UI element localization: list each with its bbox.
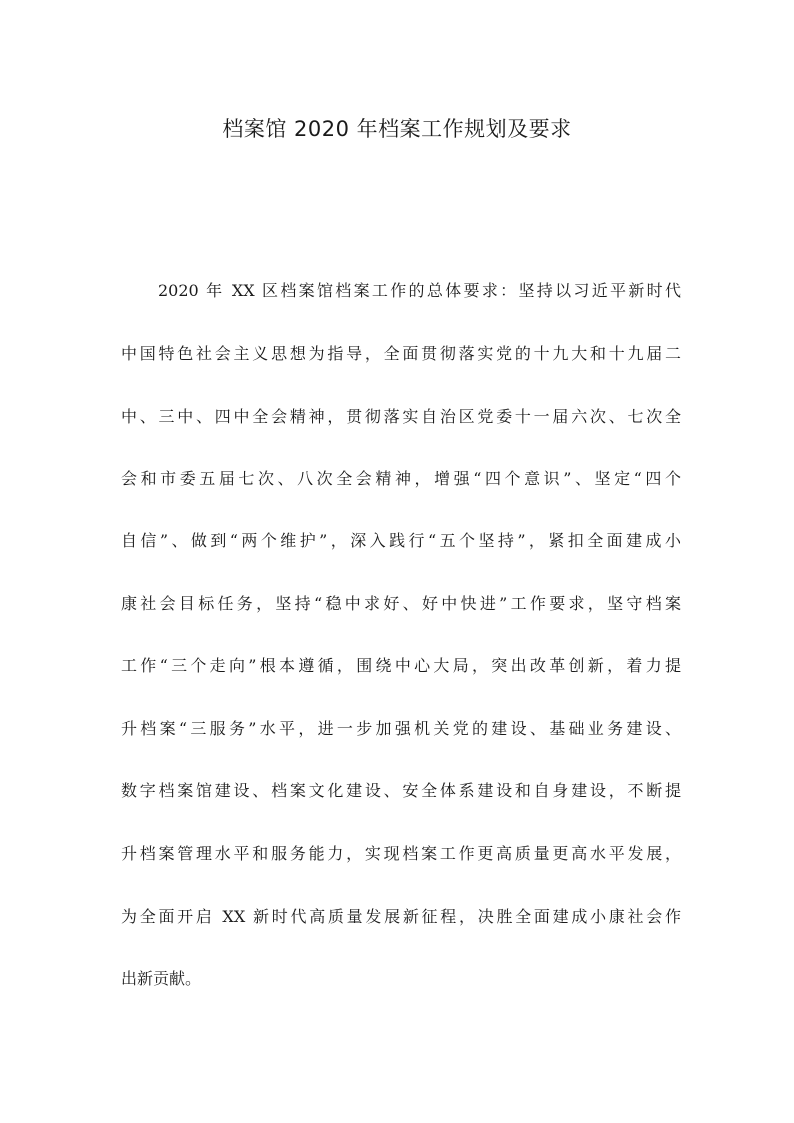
paragraph-line-10: 升档案管理水平和服务能力，实现档案工作更高质量更高水平发展，: [121, 844, 681, 863]
paragraph-line-1: 2020 年 XX 区档案馆档案工作的总体要求：坚持以习近平新时代: [158, 281, 681, 300]
paragraph-line-12: 出新贡献。: [121, 969, 202, 988]
document-title: 档案馆 2020 年档案工作规划及要求: [222, 117, 572, 141]
paragraph-line-4: 会和市委五届七次、八次全会精神，增强“四个意识”、坚定“四个: [121, 469, 681, 488]
paragraph-line-9: 数字档案馆建设、档案文化建设、安全体系建设和自身建设，不断提: [121, 781, 681, 800]
paragraph-line-7: 工作“三个走向”根本遵循，围绕中心大局，突出改革创新，着力提: [121, 656, 681, 675]
paragraph-line-11: 为全面开启 XX 新时代高质量发展新征程，决胜全面建成小康社会作: [121, 907, 681, 926]
paragraph-line-3: 中、三中、四中全会精神，贯彻落实自治区党委十一届六次、七次全: [121, 407, 681, 426]
paragraph-line-2: 中国特色社会主义思想为指导，全面贯彻落实党的十九大和十九届二: [121, 344, 681, 363]
paragraph-line-5: 自信”、做到“两个维护”，深入践行“五个坚持”，紧扣全面建成小: [121, 531, 681, 550]
paragraph-line-6: 康社会目标任务，坚持“稳中求好、好中快进”工作要求，坚守档案: [121, 594, 681, 613]
paragraph-line-8: 升档案“三服务”水平，进一步加强机关党的建设、基础业务建设、: [121, 719, 681, 738]
